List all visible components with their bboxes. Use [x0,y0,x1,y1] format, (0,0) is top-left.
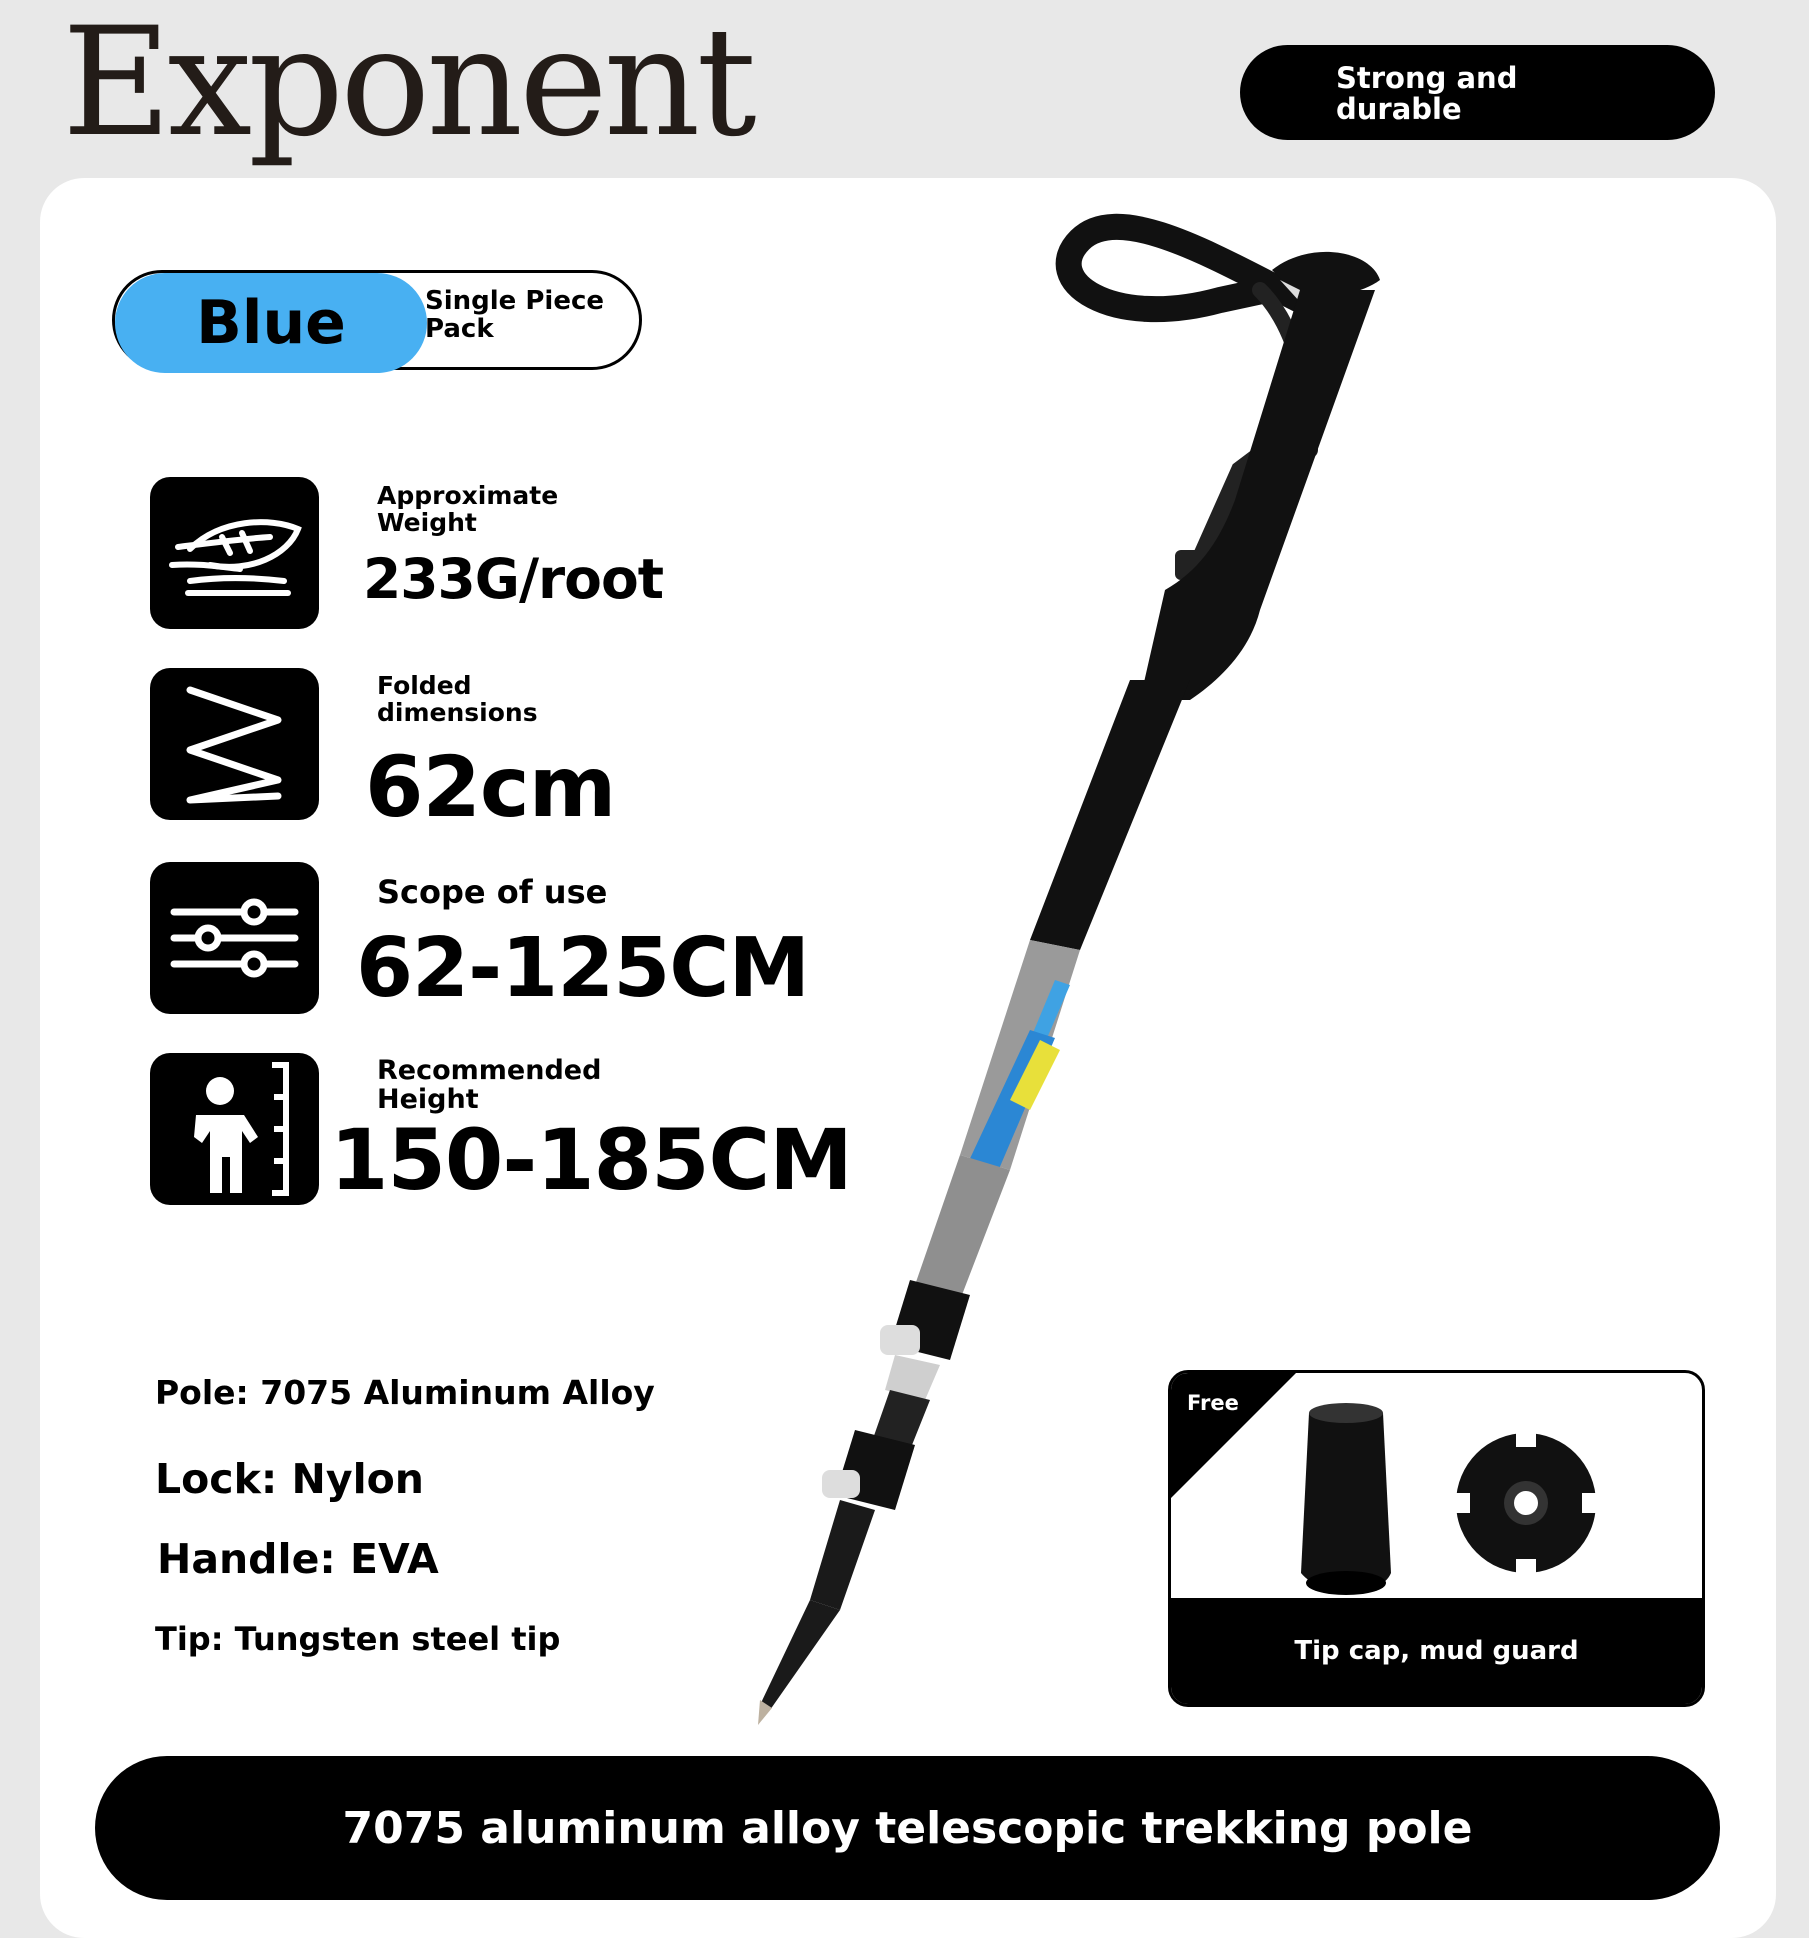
material-pole: Pole: 7075 Aluminum Alloy [155,1373,655,1412]
spec-weight-value: 233G/root [363,547,664,611]
variant-color-option[interactable] [115,273,427,373]
spec-weight-label: Approximate Weight [377,481,559,537]
sliders-icon [150,862,319,1014]
spec-scope-value: 62-125CM [356,921,810,1016]
person-height-icon [150,1053,319,1205]
feature-tag [1240,45,1715,140]
zigzag-fold-icon [150,668,319,820]
variant-pack-label: Single Piece Pack [425,286,605,344]
free-accessories-card [1168,1370,1705,1707]
accessories-caption: Tip cap, mud guard [1171,1598,1702,1704]
product-title: 7075 aluminum alloy telescopic trekking pole [342,1802,1473,1854]
spec-height-value: 150-185CM [330,1111,852,1209]
feature-tag-text: Strong and durable [1336,61,1518,126]
free-badge: Free [1187,1391,1239,1415]
product-title-bar [95,1756,1720,1900]
material-handle: Handle: EVA [157,1535,439,1583]
spec-height-label: Recommended Height [377,1055,602,1115]
variant-color-label: Blue [196,288,346,358]
spec-folded-value: 62cm [365,738,616,836]
feather-icon [150,477,319,629]
material-tip: Tip: Tungsten steel tip [155,1620,561,1658]
spec-scope-label: Scope of use [377,873,608,911]
material-lock: Lock: Nylon [155,1455,424,1503]
brand-logo: Exponent [62,0,753,170]
spec-folded-label: Folded dimensions [377,671,538,727]
accessories-image [1171,1373,1705,1603]
